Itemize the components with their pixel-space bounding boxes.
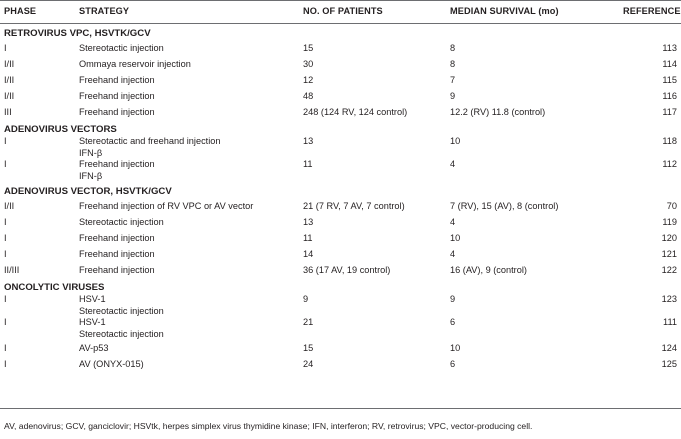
table-body [0,24,681,372]
cell-reference: 124 [661,343,677,353]
cell-strategy: Freehand injection [79,265,155,275]
cell-patients: 24 [303,359,314,369]
cell-reference: 120 [661,233,677,243]
header-reference: REFERENCE [623,6,681,16]
header-row [0,0,681,24]
cell-phase: I [4,294,7,304]
cell-strategy: AV-p53 [79,343,109,353]
cell-survival: 10 [450,343,461,353]
cell-phase: I/II [4,91,15,101]
cell-phase: III [4,107,12,117]
cell-reference: 113 [662,43,677,53]
cell-patients: 13 [303,217,314,227]
cell-phase: I [4,359,7,369]
cell-patients: 21 (7 RV, 7 AV, 7 control) [303,201,405,211]
table-row [0,40,681,56]
cell-survival: 12.2 (RV) 11.8 (control) [450,107,546,117]
header-patients: NO. OF PATIENTS [303,6,383,16]
cell-reference: 122 [661,265,677,275]
cell-reference: 115 [662,75,677,85]
strategy-line-2: Stereotactic injection [79,305,164,316]
cell-strategy [79,294,303,317]
header-strategy: STRATEGY [79,6,130,16]
cell-reference: 70 [666,201,677,211]
cell-phase: I [4,43,7,53]
section-header-row [0,278,681,294]
cell-phase: I [4,136,7,146]
cell-survival: 6 [450,317,456,327]
strategy-line-2: IFN-β [79,170,103,181]
section-title: ADENOVIRUS VECTOR, HSVTK/GCV [4,186,172,197]
cell-survival: 10 [450,233,461,243]
cell-survival: 4 [450,249,456,259]
table-row [0,262,681,278]
cell-patients: 15 [303,43,314,53]
table-row [0,340,681,356]
cell-strategy: Freehand injection [79,75,155,85]
table-row [0,104,681,120]
table-row [0,214,681,230]
table-row [0,72,681,88]
cell-patients: 248 (124 RV, 124 control) [303,107,408,117]
cell-survival: 4 [450,217,456,227]
bottom-rule [0,408,681,409]
cell-reference: 118 [662,136,677,146]
cell-strategy [79,136,303,159]
table-row [0,356,681,372]
header-phase: PHASE [4,6,37,16]
strategy-line-1: HSV-1 [79,294,106,304]
section-header-row [0,182,681,198]
cell-phase: I [4,249,7,259]
cell-survival: 7 [450,75,456,85]
cell-reference: 117 [662,107,677,117]
cell-patients: 30 [303,59,314,69]
cell-reference: 112 [662,159,677,169]
cell-survival: 8 [450,59,456,69]
cell-phase: I [4,217,7,227]
strategy-line-2: Stereotactic injection [79,328,164,339]
table-row [0,198,681,214]
section-header-row [0,24,681,40]
cell-reference: 125 [661,359,677,369]
table-row [0,159,681,182]
cell-survival: 9 [450,91,456,101]
cell-strategy: Stereotactic injection [79,43,164,53]
table-row [0,88,681,104]
cell-reference: 111 [663,317,677,327]
cell-reference: 121 [661,249,677,259]
cell-phase: II/III [4,265,20,275]
cell-phase: I [4,159,7,169]
cell-phase: I/II [4,201,15,211]
cell-phase: I [4,343,7,353]
cell-reference: 114 [662,59,677,69]
cell-patients: 13 [303,136,314,146]
cell-phase: I [4,233,7,243]
cell-strategy: Freehand injection [79,107,155,117]
cell-patients: 15 [303,343,314,353]
cell-patients: 36 (17 AV, 19 control) [303,265,391,275]
table-row [0,294,681,317]
section-title: ONCOLYTIC VIRUSES [4,282,105,293]
cell-strategy: Stereotactic injection [79,217,164,227]
footnote: AV, adenovirus; GCV, ganciclovir; HSVtk, herpes simplex virus thymidine kinase; IFN, interferon; RV, retrovirus; VPC, vector-producing cell. [4,421,533,431]
cell-survival: 9 [450,294,456,304]
cell-phase: I/II [4,59,15,69]
cell-reference: 119 [662,217,677,227]
strategy-line-1: Freehand injection [79,159,155,169]
cell-phase: I/II [4,75,15,85]
cell-strategy: Freehand injection [79,249,155,259]
table-row [0,230,681,246]
cell-strategy: Freehand injection [79,233,155,243]
table-row [0,246,681,262]
section-header-row [0,120,681,136]
cell-patients: 21 [303,317,314,327]
cell-survival: 4 [450,159,456,169]
cell-patients: 14 [303,249,314,259]
cell-survival: 6 [450,359,456,369]
cell-strategy: Freehand injection [79,91,155,101]
cell-survival: 8 [450,43,456,53]
cell-survival: 7 (RV), 15 (AV), 8 (control) [450,201,559,211]
cell-strategy: Ommaya reservoir injection [79,59,191,69]
cell-strategy: AV (ONYX-015) [79,359,144,369]
cell-reference: 116 [662,91,677,101]
cell-patients: 11 [303,159,313,169]
table-row [0,136,681,159]
cell-patients: 9 [303,294,309,304]
cell-strategy [79,159,303,182]
cell-survival: 16 (AV), 9 (control) [450,265,527,275]
cell-survival: 10 [450,136,461,146]
table-row [0,56,681,72]
header-survival: MEDIAN SURVIVAL (mo) [450,6,559,16]
cell-strategy: Freehand injection of RV VPC or AV vector [79,201,254,211]
cell-patients: 48 [303,91,314,101]
cell-phase: I [4,317,7,327]
cell-patients: 12 [303,75,314,85]
cell-reference: 123 [661,294,677,304]
strategy-line-2: IFN-β [79,147,103,158]
section-title: ADENOVIRUS VECTORS [4,124,117,135]
cell-strategy [79,317,303,340]
cell-patients: 11 [303,233,313,243]
table-row [0,317,681,340]
strategy-line-1: Stereotactic and freehand injection [79,136,221,146]
strategy-line-1: HSV-1 [79,317,106,327]
section-title: RETROVIRUS VPC, HSVTK/GCV [4,28,151,39]
